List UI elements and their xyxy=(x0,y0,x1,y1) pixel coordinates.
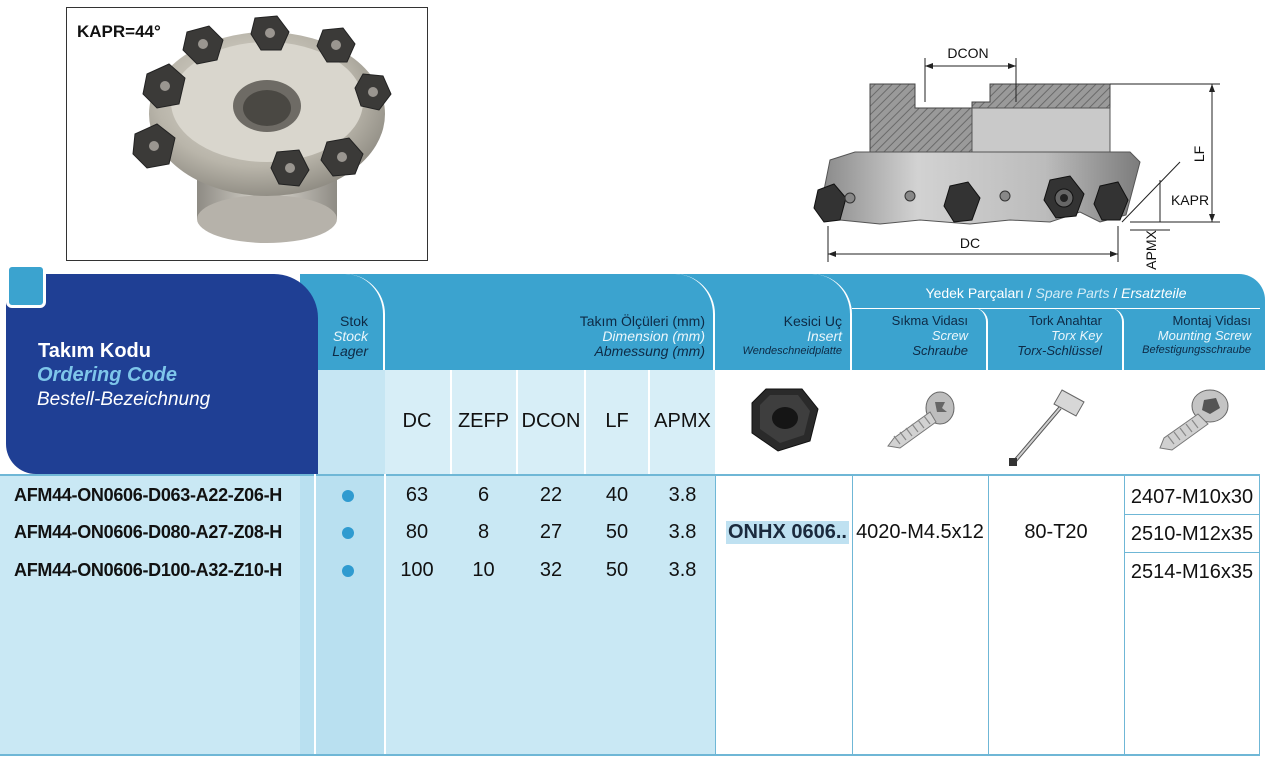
row-1-apmx: 3.8 xyxy=(668,521,697,543)
row-1-dc: 80 xyxy=(405,521,429,543)
sep xyxy=(715,474,716,754)
col-header-zefp: ZEFP xyxy=(457,410,510,432)
row-1-stock-dot xyxy=(342,527,354,539)
header-dim-tr: Takım Ölçüleri (mm) xyxy=(579,313,705,329)
code-body-bg xyxy=(0,474,300,754)
row-0-code: AFM44-ON0606-D063-A22-Z06-H xyxy=(14,485,282,505)
sep xyxy=(450,370,452,474)
row-1-zefp: 8 xyxy=(477,521,490,543)
row-0-dcon: 22 xyxy=(539,484,563,506)
lf-dim-label: LF xyxy=(1191,145,1207,163)
header-screw-de: Schraube xyxy=(912,343,968,358)
row-0-apmx: 3.8 xyxy=(668,484,697,506)
apmx-dim-label: APMX xyxy=(1143,230,1159,270)
cutter-dimension-diagram xyxy=(800,40,1240,272)
corner-tab xyxy=(6,264,46,308)
header-spare-de: Ersatzteile xyxy=(1121,285,1187,301)
header-torx-de: Torx-Schlüssel xyxy=(1017,343,1102,358)
row-2-stock-dot xyxy=(342,565,354,577)
col-header-dcon: DCON xyxy=(521,410,581,432)
header-torx-en: Torx Key xyxy=(1051,328,1102,343)
header-insert xyxy=(715,314,842,359)
header-code-en: Ordering Code xyxy=(37,364,178,386)
header-insert-de: Wendeschneidplatte xyxy=(742,345,842,357)
sep xyxy=(1124,474,1125,754)
row-1-lf: 50 xyxy=(605,521,629,543)
header-spare-en: Spare Parts xyxy=(1035,285,1110,301)
row-0-stock-dot xyxy=(342,490,354,502)
header-screw-tr: Sıkma Vidası xyxy=(891,313,968,328)
sep xyxy=(988,474,989,754)
header-dimensions xyxy=(385,314,705,359)
header-code-tr: Takım Kodu xyxy=(38,340,151,362)
col-header-dc: DC xyxy=(402,410,432,432)
row-1-dcon: 27 xyxy=(539,521,563,543)
dc-dim-label: DC xyxy=(959,235,981,251)
header-spare-parts xyxy=(852,285,1260,301)
row-2-apmx: 3.8 xyxy=(668,559,697,581)
header-bottom-rule xyxy=(0,474,1260,476)
insert-icon xyxy=(748,385,820,453)
screw-icon xyxy=(880,388,960,452)
sep xyxy=(584,370,586,474)
row-2-mount: 2514-M16x35 xyxy=(1130,561,1254,583)
header-screw xyxy=(852,313,968,358)
sep xyxy=(648,370,650,474)
col-header-lf: LF xyxy=(605,410,629,432)
col-header-apmx: APMX xyxy=(654,410,711,432)
row-2-code: AFM44-ON0606-D100-A32-Z10-H xyxy=(14,560,282,580)
header-spare-sep: / xyxy=(1023,285,1036,301)
header-spare-tr: Yedek Parçaları xyxy=(925,285,1024,301)
sep xyxy=(314,474,316,754)
sep xyxy=(852,474,853,754)
sep xyxy=(516,370,518,474)
product-photo-frame xyxy=(66,7,428,261)
row-0-mount: 2407-M10x30 xyxy=(1130,486,1254,508)
row-0-dc: 63 xyxy=(405,484,429,506)
header-stock-de: Lager xyxy=(332,343,368,359)
header-mount xyxy=(1124,313,1251,358)
mount-row-sep xyxy=(1124,514,1260,515)
row-2-dc: 100 xyxy=(400,559,434,581)
mount-row-sep xyxy=(1124,552,1260,553)
milling-cutter-photo xyxy=(127,14,407,256)
header-insert-tr: Kesici Uç xyxy=(783,313,842,329)
header-mount-en: Mounting Screw xyxy=(1157,328,1251,343)
dcon-dim-label: DCON xyxy=(947,45,989,61)
insert-code[interactable]: ONHX 0606.. xyxy=(728,521,847,543)
header-insert-en: Insert xyxy=(806,328,842,344)
row-2-lf: 50 xyxy=(605,559,629,581)
header-mount-de: Befestigungsschraube xyxy=(1142,344,1251,356)
header-torx xyxy=(988,313,1102,358)
header-torx-tr: Tork Anahtar xyxy=(1029,313,1102,328)
header-mount-tr: Montaj Vidası xyxy=(1172,313,1251,328)
row-0-lf: 40 xyxy=(605,484,629,506)
screw-code: 4020-M4.5x12 xyxy=(856,521,984,543)
sep xyxy=(384,474,386,754)
kapr-dim-label: KAPR xyxy=(1170,192,1210,208)
header-stock xyxy=(300,314,368,359)
header-spare-sep2: / xyxy=(1109,285,1122,301)
header-stock-en: Stock xyxy=(332,328,368,344)
header-dim-en: Dimension (mm) xyxy=(602,328,705,344)
header-dim-de: Abmessung (mm) xyxy=(594,343,705,359)
header-stock-tr: Stok xyxy=(339,313,368,329)
row-1-code: AFM44-ON0606-D080-A27-Z08-H xyxy=(14,522,282,542)
row-1-mount: 2510-M12x35 xyxy=(1130,523,1254,545)
table-bottom-rule xyxy=(0,754,1260,756)
header-code-de: Bestell-Bezeichnung xyxy=(37,389,211,410)
row-2-dcon: 32 xyxy=(539,559,563,581)
sep xyxy=(1259,474,1260,754)
kapr-label: KAPR=44° xyxy=(77,22,161,41)
row-2-zefp: 10 xyxy=(472,559,495,581)
row-0-zefp: 6 xyxy=(477,484,490,506)
torx-code: 80-T20 xyxy=(1024,521,1088,543)
header-screw-en: Screw xyxy=(931,328,968,343)
torx-key-icon xyxy=(1004,382,1094,472)
mounting-screw-icon xyxy=(1152,384,1232,454)
